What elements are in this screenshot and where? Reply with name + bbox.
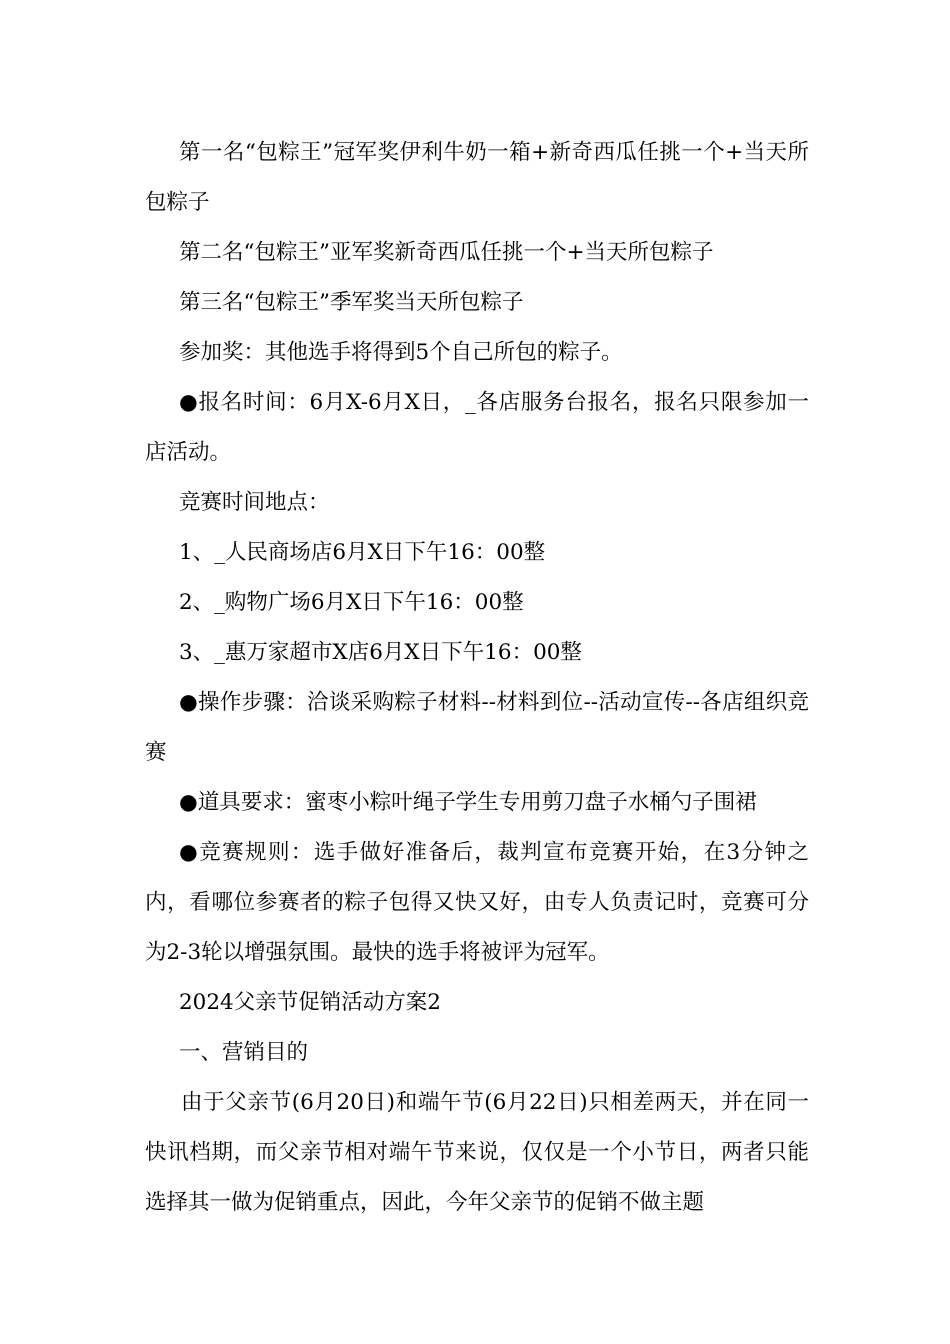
paragraph-participation-prize: 参加奖：其他选手将得到5个自己所包的粽子。 [179, 340, 623, 365]
paragraph-venue-2: 2、_购物广场6月X日下午16：00整 [179, 590, 524, 615]
paragraph-props: ●道具要求：蜜枣小粽叶绳子学生专用剪刀盘子水桶勺子围裙 [179, 790, 757, 815]
paragraph-third-prize: 第三名“包粽王”季军奖当天所包粽子 [179, 290, 524, 315]
paragraph-rules: ●竞赛规则：选手做好准备后，裁判宣布竞赛开始，在3分钟之内，看哪位参赛者的粽子包得又快又好，由专人负责记时，竞赛可分为2-3轮以增强氛围。最快的选手将被评为冠军。 [145, 840, 809, 965]
paragraph-registration-time: ●报名时间：6月X-6月X日，_各店服务台报名，报名只限参加一店活动。 [145, 390, 809, 465]
paragraph-competition-time-place: 竞赛时间地点： [179, 490, 330, 515]
paragraph-second-prize: 第二名“包粽王”亚军奖新奇西瓜任挑一个+当天所包粽子 [179, 240, 714, 265]
paragraph-first-prize: 第一名“包粽王”冠军奖伊利牛奶一箱+新奇西瓜任挑一个+当天所包粽子 [145, 140, 809, 215]
document-page [145, 128, 809, 1228]
section-title-plan-2: 2024父亲节促销活动方案2 [179, 990, 441, 1015]
paragraph-venue-3: 3、_惠万家超市X店6月X日下午16：00整 [179, 640, 582, 665]
paragraph-venue-1: 1、_人民商场店6月X日下午16：00整 [179, 540, 546, 565]
heading-marketing-purpose: 一、营销目的 [179, 1040, 309, 1065]
paragraph-operation-steps: ●操作步骤：洽谈采购粽子材料--材料到位--活动宣传--各店组织竞赛 [145, 690, 809, 765]
paragraph-marketing-purpose: 由于父亲节(6月20日)和端午节(6月22日)只相差两天，并在同一快讯档期，而父亲节相对端午节来说，仅仅是一个小节日，两者只能选择其一做为促销重点，因此，今年父亲节的促销不做主题 [145, 1090, 809, 1215]
